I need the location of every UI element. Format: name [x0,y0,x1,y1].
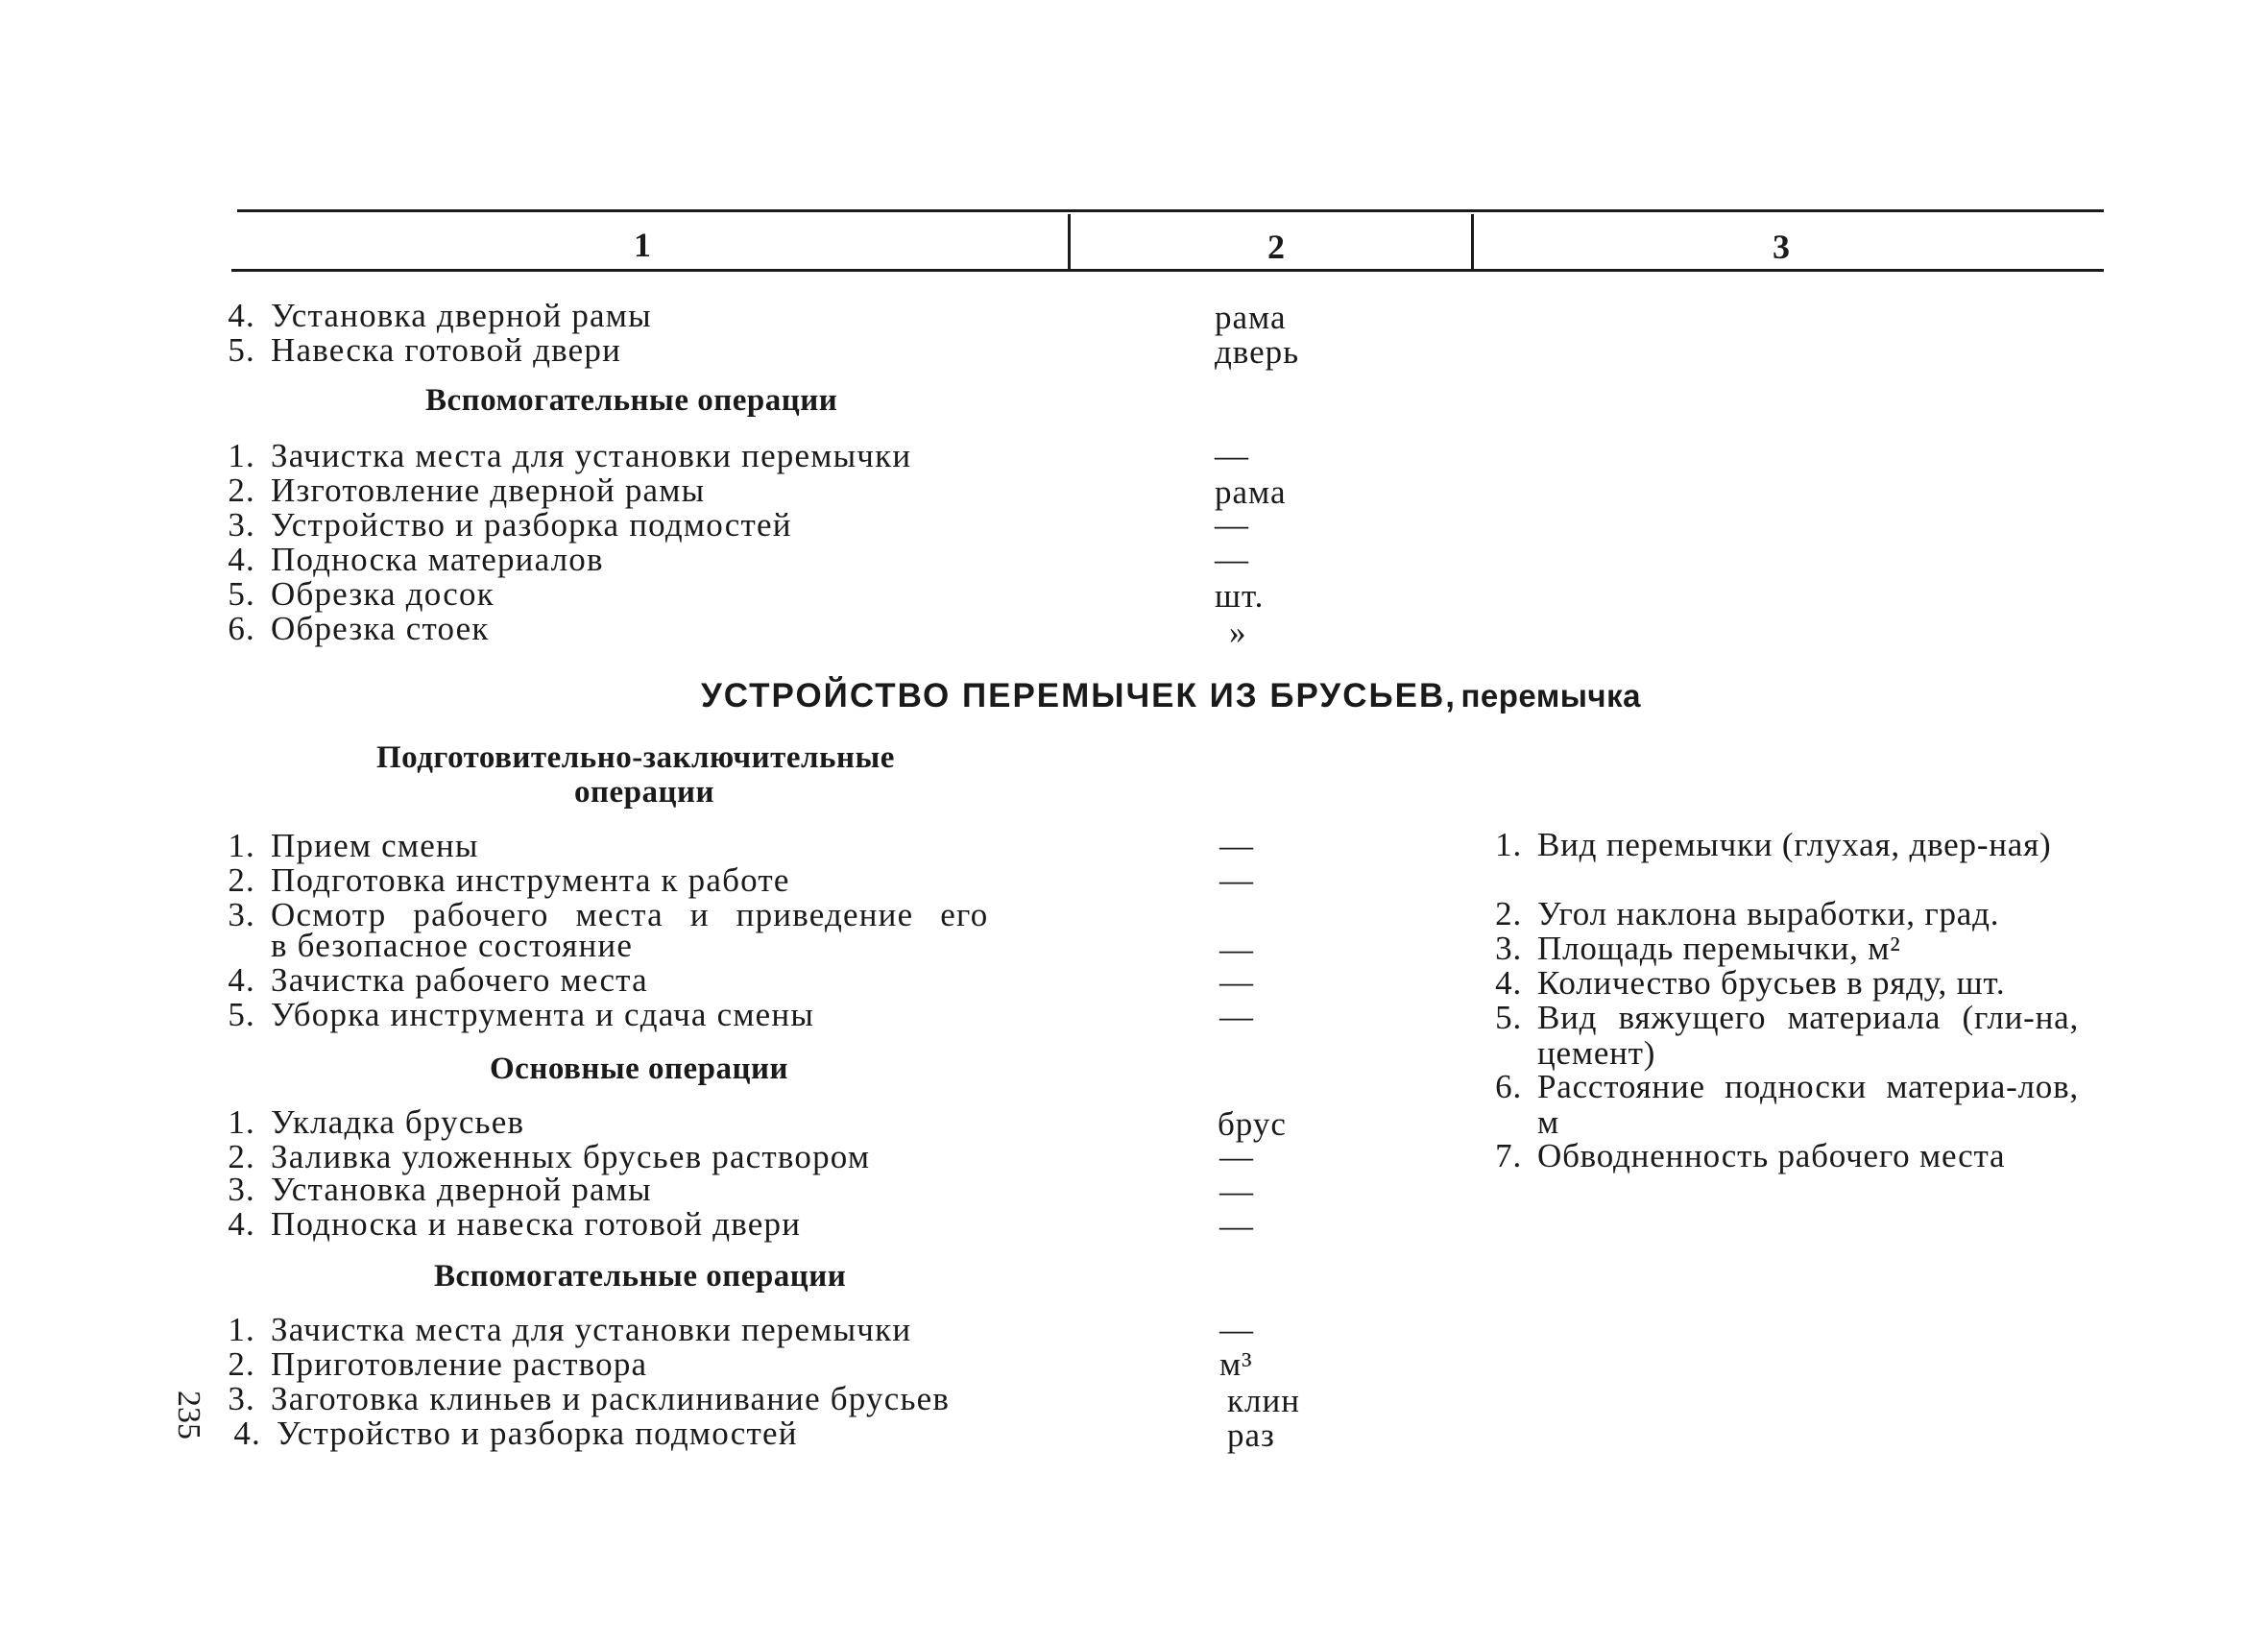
list-item: 3. Устройство и разборка подмостей [228,506,792,544]
factor-item: 1. Вид перемычки (глухая, двер-ная) [1495,826,2052,863]
list-item: 3. Установка дверной рамы [228,1171,652,1208]
subheading-prep-ops-line1: Подготовительно-заключительные [376,740,895,775]
unit-value: — [1219,1138,1254,1175]
list-item: 5. Обрезка досок [228,575,495,613]
list-item: 2. Изготовление дверной рамы [228,472,706,509]
list-item: 4. Установка дверной рамы [228,297,652,334]
factor-item: 7. Обводненность рабочего места [1495,1137,2006,1174]
column-header-1: 1 [634,226,651,264]
list-item: 3. Осмотр рабочего места и приведение его [228,896,989,933]
factor-item: 4. Количество брусьев в ряду, шт. [1495,964,2006,1002]
list-item: 5. Навеска готовой двери [228,331,622,369]
unit-value: — [1219,963,1254,1001]
list-item: 6. Обрезка стоек [228,610,490,647]
factor-item: 6. Расстояние подноски материа-лов, м [1495,1068,2079,1141]
unit-value: дверь [1215,333,1300,371]
page-number: 235 [171,1391,206,1439]
header-bottom-rule [231,269,2104,272]
list-item: 3. Заготовка клиньев и расклинивание брусьев [228,1380,951,1417]
list-item: 4. Подноска и навеска готовой двери [228,1205,802,1243]
list-item: 5. Уборка инструмента и сдача смены [228,996,815,1033]
list-item: 4. Устройство и разборка подмостей [233,1415,798,1452]
unit-value: рама [1215,299,1287,336]
unit-value: — [1215,437,1249,474]
unit-value: клин [1227,1382,1300,1419]
unit-value: » [1229,614,1247,651]
unit-value: м³ [1219,1345,1253,1383]
header-divider-1 [1068,214,1071,269]
list-item: 2. Приготовление раствора [228,1345,648,1383]
factor-item: 5. Вид вяжущего материала (гли-на, цемент) [1495,999,2079,1072]
factor-item: 2. Угол наклона выработки, град. [1495,895,2000,932]
subheading-prep-ops-line2: операции [574,775,715,810]
unit-value: — [1219,861,1254,899]
unit-value: брус [1218,1105,1287,1143]
unit-value: — [1219,931,1254,968]
list-item: 2. Заливка уложенных брусьев раствором [228,1138,871,1175]
unit-value: — [1215,541,1249,578]
unit-value: рама [1215,473,1287,511]
factor-item: 3. Площадь перемычки, м² [1495,930,1901,967]
unit-value: — [1219,1311,1254,1348]
unit-value: шт. [1215,577,1265,615]
section-title [701,677,1641,715]
column-header-3: 3 [1773,228,1790,266]
list-item: 1. Укладка брусьев [228,1103,525,1141]
subheading-aux-ops: Вспомогательные операции [425,383,838,418]
header-top-rule [237,209,2104,212]
unit-value: — [1219,1207,1254,1245]
list-item: 4. Подноска материалов [228,541,604,578]
header-divider-2 [1471,214,1474,269]
unit-value: — [1219,827,1254,864]
unit-value: — [1219,998,1254,1035]
list-item: 1. Зачистка места для установки перемычки [228,1311,912,1348]
subheading-main-ops: Основные операции [490,1052,789,1086]
list-item: 4. Зачистка рабочего места [228,961,648,999]
unit-value: раз [1227,1416,1275,1454]
unit-value: — [1219,1173,1254,1210]
list-item: 1. Прием смены [228,827,479,864]
unit-value: — [1215,506,1249,544]
column-header-2: 2 [1267,228,1285,266]
list-item: 1. Зачистка места для установки перемычки [228,437,912,474]
section-title-main: УСТРОЙСТВО ПЕРЕМЫЧЕК ИЗ БРУСЬЕВ, [701,677,1457,714]
section-title-unit: перемычка [1460,678,1641,714]
list-item-continuation: в безопасное состояние [271,927,634,964]
list-item: 2. Подготовка инструмента к работе [228,861,790,899]
subheading-aux-ops: Вспомогательные операции [434,1259,847,1294]
